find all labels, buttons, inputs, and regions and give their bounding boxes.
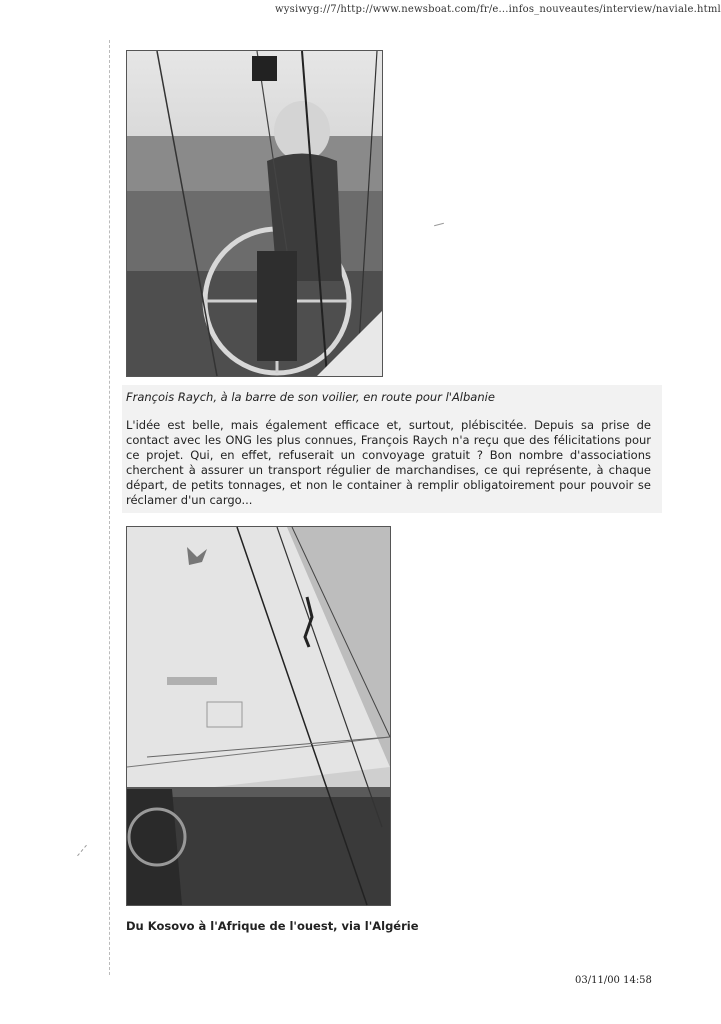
scan-mark [434,223,444,227]
print-url-header: wysiwyg://7/http://www.newsboat.com/fr/e...infos_nouveautes/interview/naviale.html [275,4,721,15]
scan-mark [77,845,87,856]
figure-1-caption: François Raych, à la barre de son voilier, en route pour l'Albanie [126,390,495,404]
print-timestamp: 03/11/00 14:58 [575,975,652,986]
article-paragraph: L'idée est belle, mais également efficace et, surtout, plébiscitée. Depuis sa prise de contact avec les ONG les plus connues, François Raych n'a reçu que des félicitations pour ce projet. Qui, en effet, refuserait un convoyage gratuit ? Bon nombre d'associations cherchent à assurer un transport régulier de marchandises, ce qui représente, à chaque départ, de petits tonnages, et non le container à remplir obligatoirement pour pouvoir se réclamer d'un cargo... [126,418,651,507]
photo-sail-and-deck [126,526,391,906]
figure-2-caption: Du Kosovo à l'Afrique de l'ouest, via l'Algérie [126,919,419,933]
margin-rule [109,40,110,975]
photo-skipper-at-wheel [126,50,383,377]
